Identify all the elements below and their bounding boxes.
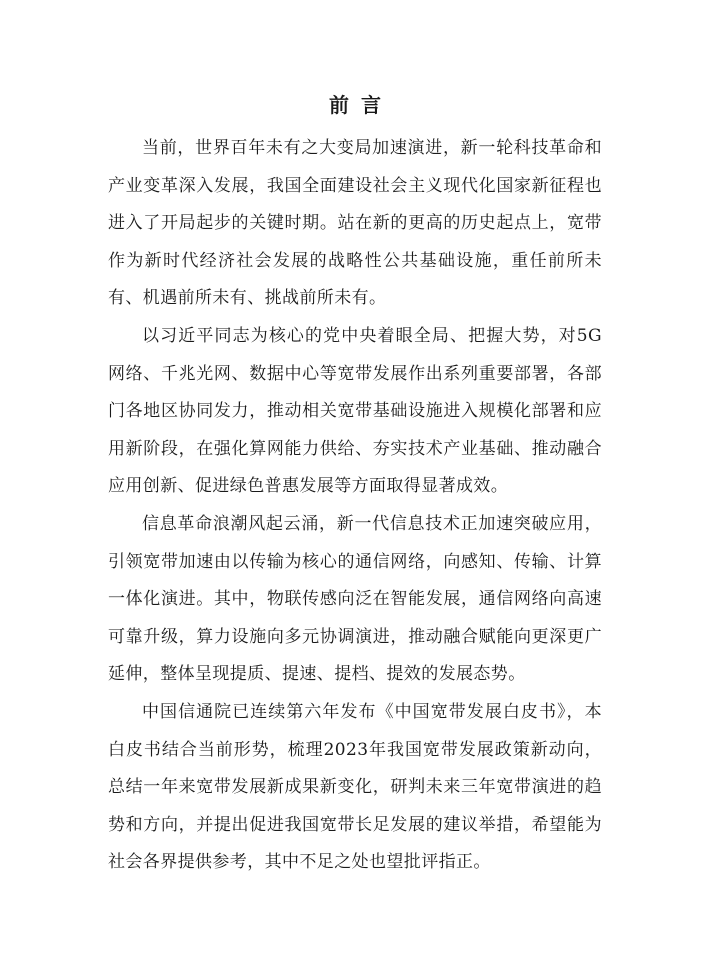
paragraph-1: 当前，世界百年未有之大变局加速演进，新一轮科技革命和产业变革深入发展，我国全面建设社会主义现代化国家新征程也进入了开局起步的关键时期。站在新的更高的历史起点上，宽带作为新时代经济社会发展的战略性公共基础设施，重任前所未有、机遇前所未有、挑战前所未有。 [108, 138, 602, 309]
paragraph-2: 以习近平同志为核心的党中央着眼全局、把握大势，对5G网络、千兆光网、数据中心等宽带发展作出系列重要部署，各部门各地区协同发力，推动相关宽带基础设施进入规模化部署和应用新阶段，在强化算网能力供给、夯实技术产业基础、推动融合应用创新、促进绿色普惠发展等方面取得显著成效。 [108, 325, 602, 497]
paragraph-3: 信息革命浪潮风起云涌，新一代信息技术正加速突破应用，引领宽带加速由以传输为核心的通信网络，向感知、传输、计算一体化演进。其中，物联传感向泛在智能发展，通信网络向高速可靠升级，算力设施向多元协调演进，推动融合赋能向更深更广延伸，整体呈现提质、提速、提档、提效的发展态势。 [108, 513, 602, 685]
page-title: 前言 [329, 93, 393, 117]
paragraph-4: 中国信通院已连续第六年发布《中国宽带发展白皮书》，本白皮书结合当前形势，梳理2023年我国宽带发展政策新动向，总结一年来宽带发展新成果新变化，研判未来三年宽带演进的趋势和方向，并提出促进我国宽带长足发展的建议举措，希望能为社会各界提供参考，其中不足之处也望批评指正。 [108, 701, 602, 873]
